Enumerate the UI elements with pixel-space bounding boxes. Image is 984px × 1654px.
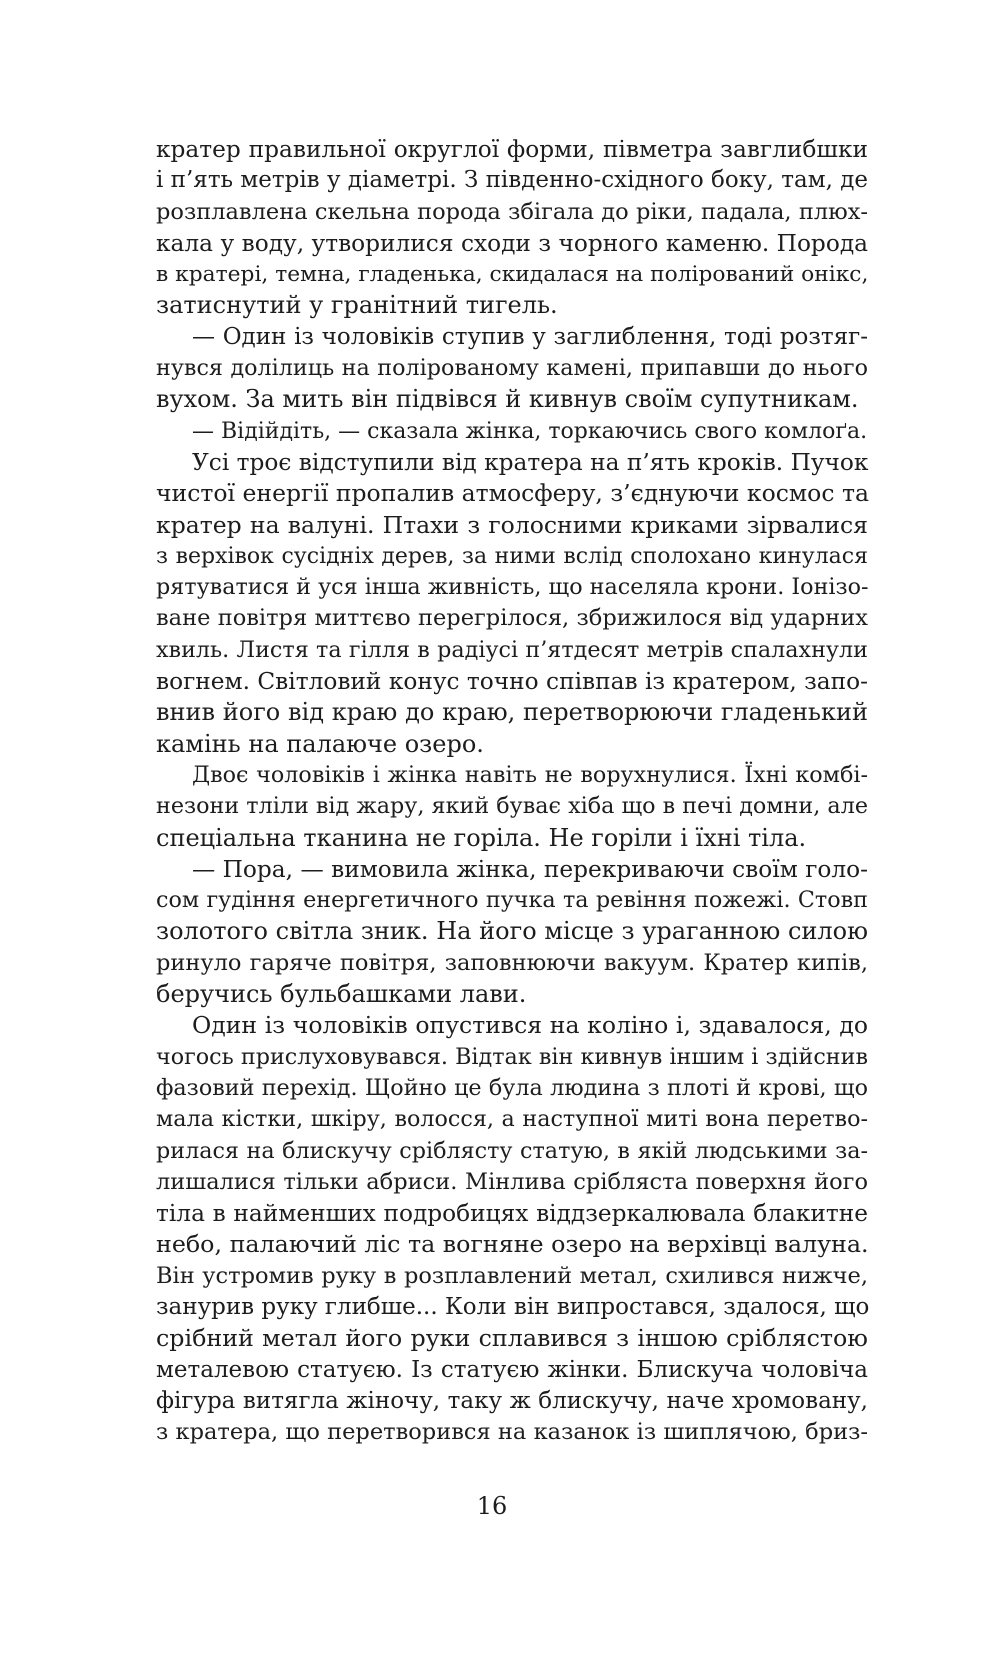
text-line: вухом. За мить він підвівся й кивнув своїм супутникам. — [156, 385, 859, 414]
text-line: мала кістки, шкіру, волосся, а наступної миті вона перетво- — [156, 1106, 868, 1133]
text-line: нувся долілиць на полірованому камені, припавши до нього — [156, 355, 868, 382]
text-line: камінь на палаюче озеро. — [156, 729, 484, 758]
text-line: металевою статуєю. Із статуєю жінки. Блискуча чоловіча — [156, 1356, 868, 1383]
text-line: тіла в найменших подробицях віддзеркалювала блакитне — [156, 1200, 868, 1228]
text-line: — Один із чоловіків ступив у заглиблення, тоді розтяг- — [192, 323, 868, 350]
text-line: з верхівок сусідніх дерев, за ними вслід сполохано кинулася — [156, 543, 868, 569]
text-line: чогось прислуховувався. Відтак він кивнув іншим і здійснив — [156, 1043, 868, 1070]
text-line: затиснутий у гранітний тигель. — [156, 291, 558, 320]
text-line: кала у воду, утворилися сходи з чорного каменю. Порода — [156, 229, 868, 257]
text-line: фігура витягла жіночу, таку ж блискучу, наче хромовану, — [156, 1387, 868, 1414]
text-line: сом гудіння енергетичного пучка та ревіння пожежі. Стовп — [156, 887, 868, 914]
text-line: кратер правильної округлої форми, півметра завглибшки — [156, 136, 868, 163]
text-line: золотого світла зник. На його місце з ураганною силою — [156, 917, 868, 946]
text-line: розплавлена скельна порода збігала до ріки, падала, плюх- — [156, 198, 868, 225]
text-line: небо, палаючий ліс та вогняне озеро на верхівці валуна. — [156, 1230, 869, 1259]
text-line: фазовий перехід. Щойно це була людина з плоті й крові, що — [156, 1074, 868, 1101]
text-line: Один із чоловіків опустився на коліно і, здавалося, до — [192, 1011, 868, 1040]
text-line: чистої енергії пропалив атмосферу, з’єднуючи космос та — [156, 479, 869, 508]
text-line: лишалися тільки абриси. Мінлива срібляста поверхня його — [156, 1168, 868, 1195]
text-line: ване повітря миттєво перегрілося, збрижилося від ударних — [156, 605, 868, 632]
text-line: і п’ять метрів у діаметрі. З південно-східного боку, там, де — [156, 167, 868, 194]
text-line: незони тліли від жару, який буває хіба що в печі домни, але — [156, 793, 868, 820]
text-line: рилася на блискучу сріблясту статую, в якій людськими за- — [156, 1137, 868, 1164]
text-line: вогнем. Світловий конус точно співпав із кратером, запо- — [156, 668, 868, 696]
text-line: внив його від краю до краю, перетворюючи гладенький — [156, 698, 868, 727]
text-line: — Пора, — вимовила жінка, перекриваючи своїм голо- — [192, 855, 868, 883]
page-number: 16 — [476, 1492, 508, 1520]
text-line: кратер на валуні. Птахи з голосними криками зірвалися — [156, 510, 868, 539]
text-line: Він устромив руку в розплавлений метал, схилився нижче, — [156, 1262, 868, 1289]
text-line: з кратера, що перетворився на казанок із шиплячою, бриз- — [156, 1419, 868, 1446]
page-body — [156, 134, 868, 1448]
text-line: спеціальна тканина не горіла. Не горіли і їхні тіла. — [156, 823, 807, 852]
text-line: беручись бульбашками лави. — [156, 980, 527, 1009]
text-line: Усі троє відступили від кратера на п’ять кроків. Пучок — [192, 448, 869, 476]
text-line: Двоє чоловіків і жінка навіть не ворухнулися. Їхні комбі- — [192, 761, 868, 788]
text-line: — Відійдіть, — сказала жінка, торкаючись свого комлоґа. — [192, 418, 868, 444]
text-line: хвиль. Листя та гілля в радіусі п’ятдесят метрів спалахнули — [156, 636, 868, 663]
text-line: занурив руку глибше... Коли він випростався, здалося, що — [156, 1293, 870, 1320]
text-line: в кратері, темна, гладенька, скидалася на полірований онікс, — [156, 262, 869, 288]
text-line: рятуватися й уся інша живність, що населяла крони. Іонізо- — [156, 574, 869, 601]
text-line: срібний метал його руки сплавився з іншою сріблястою — [156, 1324, 868, 1353]
text-line: ринуло гаряче повітря, заповнюючи вакуум. Кратер кипів, — [156, 949, 868, 976]
